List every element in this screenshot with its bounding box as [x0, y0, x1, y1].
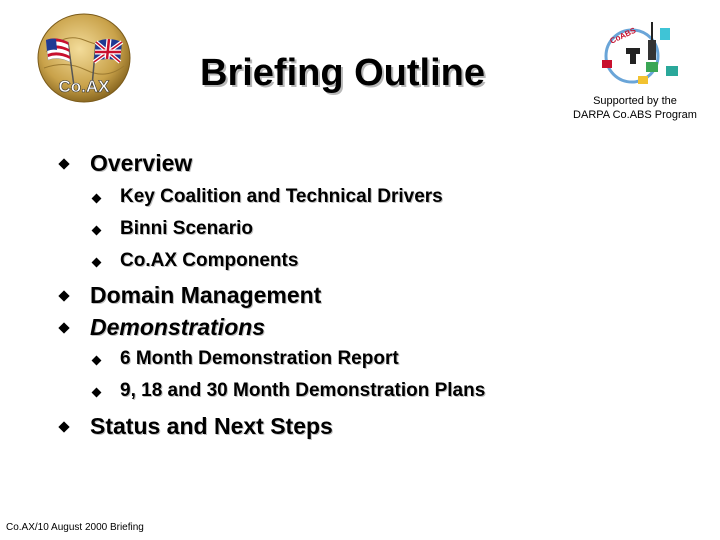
coax-logo — [34, 12, 134, 104]
sub-bullet-drivers — [120, 186, 443, 208]
bullet-domain-management-text: Domain Management — [90, 282, 322, 308]
coax-logo-text: Co.AX — [58, 77, 110, 96]
diamond-bullet-icon — [58, 322, 69, 333]
sub-bullet-binni — [120, 218, 253, 240]
diamond-bullet-icon — [92, 388, 102, 398]
sub-bullet-6month-text: 6 Month Demonstration Report — [120, 348, 399, 369]
diamond-bullet-icon — [92, 226, 102, 236]
coabs-block-cyan — [660, 28, 670, 40]
sub-bullet-plans-text: 9, 18 and 30 Month Demonstration Plans — [120, 380, 486, 401]
bullet-demonstrations-text: Demonstrations — [90, 314, 266, 340]
diamond-bullet-icon — [58, 158, 69, 169]
coabs-logo — [596, 18, 682, 88]
bullet-overview — [90, 150, 192, 177]
coabs-block-green — [646, 62, 658, 72]
diamond-bullet-icon — [92, 194, 102, 204]
coabs-block-teal — [666, 66, 678, 76]
bullet-demonstrations — [90, 314, 265, 341]
diamond-bullet-icon — [92, 258, 102, 268]
bullet-domain-management — [90, 282, 321, 309]
sub-bullet-drivers-text: Key Coalition and Technical Drivers — [120, 186, 443, 207]
bullet-status — [90, 413, 333, 440]
sub-bullet-components-text: Co.AX Components — [120, 250, 299, 271]
sub-bullet-6month — [120, 348, 399, 370]
diamond-bullet-icon — [92, 356, 102, 366]
bullet-overview-text: Overview — [90, 150, 193, 176]
coabs-figure-icon — [626, 48, 640, 64]
sub-bullet-plans — [120, 380, 485, 402]
page-title: Briefing Outline — [200, 52, 485, 94]
supported-line-1: Supported by the — [593, 95, 677, 107]
coabs-block-yellow — [638, 76, 648, 84]
coabs-figure2-icon — [648, 40, 656, 60]
sub-bullet-binni-text: Binni Scenario — [120, 218, 254, 239]
sub-bullet-components — [120, 250, 298, 272]
diamond-bullet-icon — [58, 421, 69, 432]
diamond-bullet-icon — [58, 290, 69, 301]
supported-line-2: DARPA Co.ABS Program — [573, 109, 697, 121]
coabs-logo-text: CoABS — [608, 25, 638, 46]
coabs-block-red — [602, 60, 612, 68]
bullet-status-text: Status and Next Steps — [90, 413, 333, 439]
footer-text: Co.AX/10 August 2000 Briefing — [6, 522, 144, 533]
supported-by-note — [560, 94, 710, 122]
